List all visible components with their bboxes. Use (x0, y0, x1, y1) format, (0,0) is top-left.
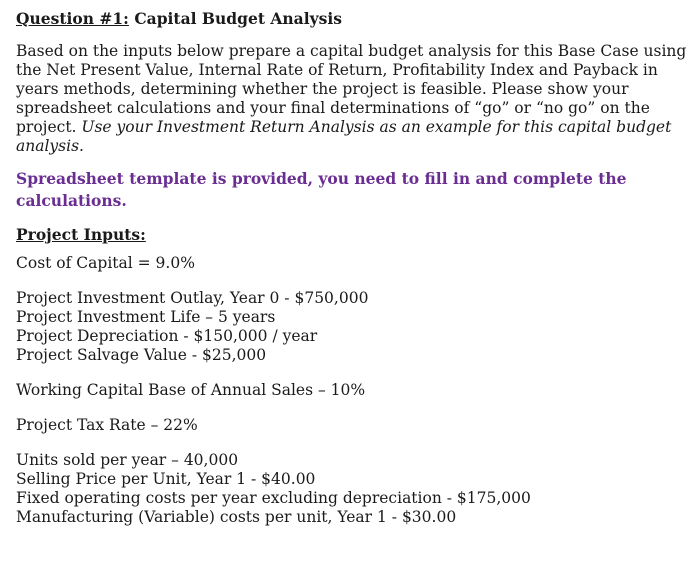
instructions-paragraph (16, 42, 691, 156)
inputs-heading: Project Inputs: (16, 225, 146, 244)
working-capital: Working Capital Base of Annual Sales – 10% (16, 381, 366, 399)
depreciation: Project Depreciation - $150,000 / year (16, 327, 318, 345)
investment-outlay: Project Investment Outlay, Year 0 - $750,000 (16, 289, 369, 307)
tax-rate: Project Tax Rate – 22% (16, 416, 198, 434)
salvage-value: Project Salvage Value - $25,000 (16, 346, 267, 364)
selling-price: Selling Price per Unit, Year 1 - $40.00 (16, 470, 316, 488)
cost-of-capital: Cost of Capital = 9.0% (16, 254, 195, 272)
variable-costs: Manufacturing (Variable) costs per unit, Year 1 - $30.00 (16, 508, 457, 526)
units-sold: Units sold per year – 40,000 (16, 451, 239, 469)
instructions-text: Based on the inputs below prepare a capital budget analysis for this Base Case using the Net Present Value, Internal Rate of Return, Profitability Index and Payback in years methods, determining whether the project is feasible. Please show your spreadsheet calculations and your final determinations of “go” or “no go” on the project. (16, 42, 687, 136)
cost-of-capital-group (16, 254, 700, 273)
template-note: Spreadsheet template is provided, you need to fill in and complete the calculations. (16, 169, 627, 210)
question-number: Question #1: (16, 9, 129, 28)
investment-life: Project Investment Life – 5 years (16, 308, 276, 326)
fixed-costs: Fixed operating costs per year excluding depreciation - $175,000 (16, 489, 531, 507)
tax-rate-group (16, 416, 700, 435)
operations-group (16, 451, 700, 527)
question-title (16, 8, 700, 30)
instructions-italic-text: Use your Investment Return Analysis as an example for this capital budget analysis. (16, 118, 672, 155)
question-title-text: Capital Budget Analysis (134, 9, 342, 28)
working-capital-group (16, 381, 700, 400)
investment-group (16, 289, 700, 365)
